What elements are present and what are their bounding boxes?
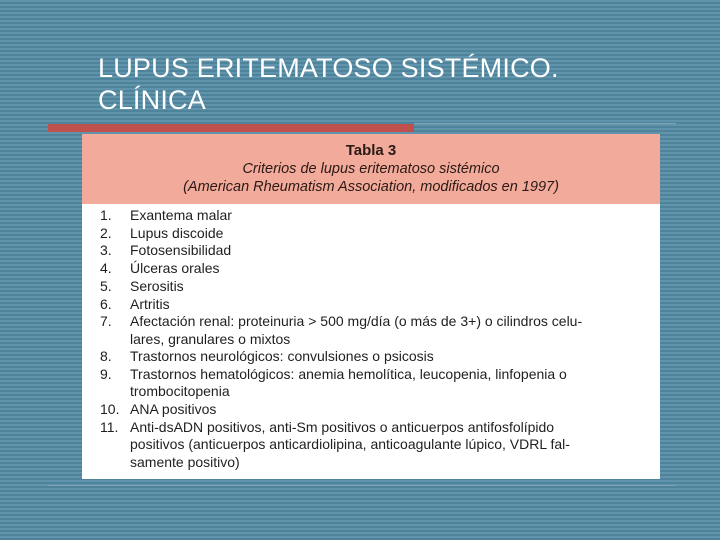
- criterion-text: [130, 207, 660, 224]
- criterion-number: 7.: [100, 313, 112, 330]
- criterion-text-line: Fotosensibilidad: [130, 242, 232, 259]
- criterion-row: [100, 401, 660, 418]
- slide-title-line-1: LUPUS ERITEMATOSO SISTÉMICO.: [98, 53, 559, 83]
- criterion-text: [130, 225, 660, 242]
- criterion-text-line: Serositis: [130, 277, 184, 294]
- criterion-number: 9.: [100, 366, 112, 383]
- criterion-row: [100, 313, 660, 348]
- divider-rule: [414, 123, 676, 124]
- criterion-row: [100, 366, 660, 401]
- accent-rule: [48, 124, 414, 132]
- slide-title: [98, 52, 658, 116]
- criterion-row: [100, 242, 660, 259]
- criterion-text-line: Afectación renal: proteinuria > 500 mg/día (o más de 3+) o cilindros celu-: [130, 313, 583, 330]
- criterion-row: [100, 260, 660, 277]
- criterion-row: [100, 225, 660, 242]
- criterion-row: [100, 419, 660, 471]
- criterion-text-line: Exantema malar: [130, 207, 232, 223]
- slide-title-line-2: CLÍNICA: [98, 85, 206, 115]
- criterion-text-line: Trastornos neurológicos: convulsiones o psicosis: [130, 348, 434, 365]
- criterion-text-line: lares, granulares o mixtos: [130, 330, 291, 347]
- criterion-row: [100, 278, 660, 295]
- criterion-text-line: trombocitopenia: [130, 383, 230, 400]
- table-caption-line-2: (American Rheumatism Association, modificados en 1997): [183, 179, 559, 195]
- criterion-text: [130, 260, 660, 277]
- criterion-number: 1.: [100, 207, 112, 223]
- criteria-table-image: [82, 134, 660, 479]
- criterion-text: [130, 278, 660, 295]
- criterion-text: [130, 401, 660, 418]
- criterion-text-line: positivos (anticuerpos anticardiolipina, anticoagulante lúpico, VDRL fal-: [130, 436, 570, 453]
- table-label: Tabla 3: [345, 142, 397, 159]
- criterion-text-line: Lupus discoide: [130, 224, 224, 241]
- criterion-row: [100, 348, 660, 365]
- criterion-number: 8.: [100, 348, 112, 365]
- criterion-text-line: Artritis: [130, 295, 170, 312]
- bottom-rule: [48, 485, 676, 486]
- criterion-text: [130, 348, 660, 365]
- criterion-number: 4.: [100, 260, 112, 277]
- criterion-number: 3.: [100, 242, 112, 259]
- criterion-text-line: samente positivo): [130, 453, 240, 470]
- criterion-text: [130, 366, 660, 401]
- criterion-number: 5.: [100, 277, 112, 294]
- criterion-text-line: Úlceras orales: [130, 260, 220, 277]
- criterion-text-line: Trastornos hematológicos: anemia hemolítica, leucopenia, linfopenia o: [130, 366, 567, 383]
- criteria-list: [82, 204, 660, 471]
- criterion-row: [100, 296, 660, 313]
- criterion-number: 6.: [100, 295, 112, 312]
- criterion-text-line: ANA positivos: [130, 401, 217, 418]
- criterion-text: [130, 419, 660, 471]
- table-header: [82, 134, 660, 204]
- criterion-number: 10.: [100, 401, 120, 418]
- criterion-text: [130, 242, 660, 259]
- table-caption-line-1: Criterios de lupus eritematoso sistémico: [242, 161, 500, 177]
- criterion-number: 11.: [100, 418, 119, 435]
- criterion-text-line: Anti-dsADN positivos, anti-Sm positivos o anticuerpos antifosfolípido: [130, 418, 555, 435]
- criterion-text: [130, 296, 660, 313]
- criterion-text: [130, 313, 660, 348]
- criterion-row: [100, 207, 660, 224]
- criterion-number: 2.: [100, 224, 112, 241]
